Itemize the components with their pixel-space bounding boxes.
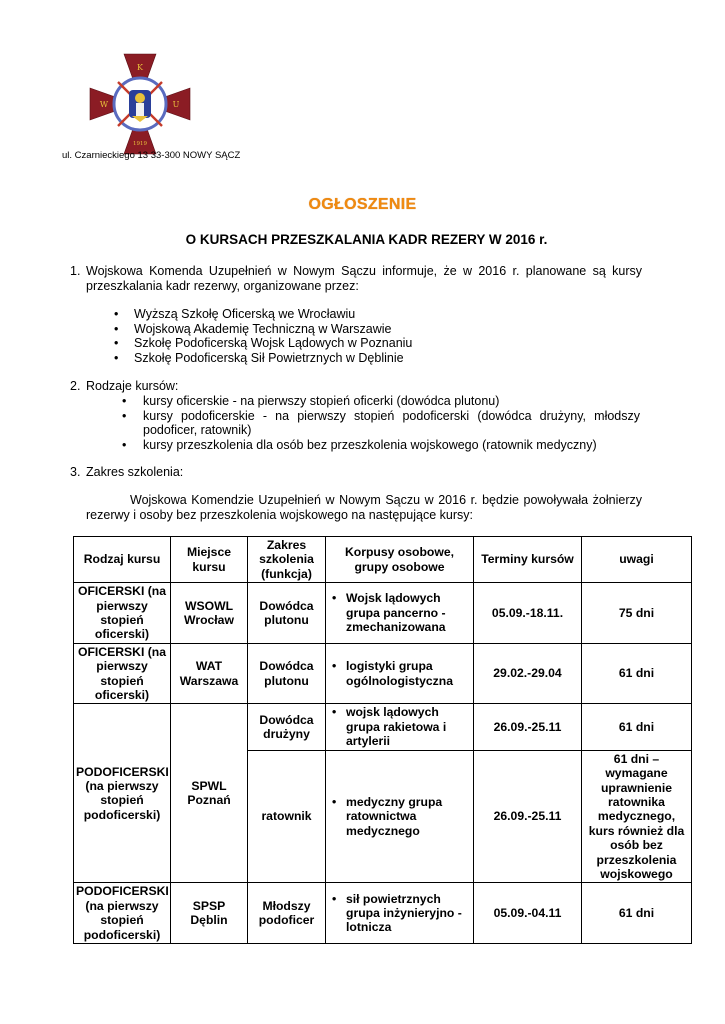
cell-miejsce: SPWL Poznań <box>171 704 248 883</box>
table-row <box>74 583 692 644</box>
logo-letter-w: W <box>99 100 109 109</box>
cell-korpus: • sił powietrznych grupa inżynieryjno - lotnicza <box>326 883 474 944</box>
page-title: OGŁOSZENIE <box>308 196 417 213</box>
cell-rodzaj: PODOFICERSKI (na pierwszy stopień podoficerski) <box>74 883 171 944</box>
header-miejsce: Miejsce kursu <box>171 537 248 583</box>
cell-korpus: • logistyki grupa ogólnologistyczna <box>326 643 474 704</box>
table-header-row <box>74 537 692 583</box>
header-uwagi: uwagi <box>582 537 692 583</box>
cell-rodzaj: PODOFICERSKI (na pierwszy stopień podoficerski) <box>74 704 171 883</box>
list-item: • Szkołę Podoficerską Wojsk Lądowych w Poznaniu <box>114 336 413 351</box>
section-3 <box>70 465 642 480</box>
cell-termin: 29.02.-29.04 <box>474 643 582 704</box>
list-item: • Wyższą Szkołę Oficerską we Wrocławiu <box>114 307 356 321</box>
logo-year: 1919 <box>133 141 147 147</box>
courses-table <box>73 536 692 944</box>
header-korpusy: Korpusy osobowe, grupy osobowe <box>326 537 474 583</box>
course-types-list <box>114 394 640 452</box>
wku-emblem-logo <box>88 52 192 156</box>
cell-korpus: • wojsk lądowych grupa rakietowa i artylerii <box>326 704 474 750</box>
list-item: • Wojskową Akademię Techniczną w Warszawie <box>114 321 392 336</box>
table-row <box>74 704 692 750</box>
cell-zakres: Dowódca plutonu <box>248 643 326 704</box>
cell-termin: 05.09.-18.11. <box>474 583 582 644</box>
cell-uwagi: 75 dni <box>582 583 692 644</box>
logo-letter-k: K <box>137 63 143 72</box>
section-1-number: 1. <box>70 264 81 278</box>
header-zakres: Zakres szkolenia (funkcja) <box>248 537 326 583</box>
cell-korpus: • medyczny grupa ratownictwa medycznego <box>326 750 474 883</box>
cell-zakres: Młodszy podoficer <box>248 883 326 944</box>
section-3-text: Zakres szkolenia: <box>86 465 184 479</box>
cell-termin: 05.09.-04.11 <box>474 883 582 944</box>
section-2 <box>70 379 642 394</box>
address-line: ul. Czarnieckiego 13 33-300 NOWY SĄCZ <box>62 150 241 161</box>
list-item: • Szkołę Podoficerską Sił Powietrznych w Dęblinie <box>114 350 404 365</box>
page-subtitle: O KURSACH PRZESZKALANIA KADR REZERY W 2016 r. <box>185 232 548 247</box>
cell-korpus: • Wojsk lądowych grupa pancerno - zmechanizowana <box>326 583 474 644</box>
list-item: • kursy oficerskie - na pierwszy stopień oficerki (dowódca plutonu) <box>122 394 500 408</box>
cell-miejsce: WSOWL Wrocław <box>171 583 248 644</box>
cell-termin: 26.09.-25.11 <box>474 704 582 750</box>
section-2-number: 2. <box>70 379 81 393</box>
section-1 <box>70 264 642 293</box>
section-3-number: 3. <box>70 465 81 479</box>
cell-uwagi: 61 dni <box>582 643 692 704</box>
header-rodzaj: Rodzaj kursu <box>74 537 171 583</box>
header-terminy: Terminy kursów <box>474 537 582 583</box>
section-3-intro: Wojskowa Komendzie Uzupełnień w Nowym Sączu w 2016 r. będzie powoływała żołnierzy rezerwy i osoby bez przeszkolenia wojskowego na następujące kursy: <box>86 493 642 522</box>
cell-uwagi: 61 dni <box>582 883 692 944</box>
table-row <box>74 643 692 704</box>
cell-zakres: Dowódca plutonu <box>248 583 326 644</box>
table-row <box>74 883 692 944</box>
cell-termin: 26.09.-25.11 <box>474 750 582 883</box>
cell-rodzaj: OFICERSKI (na pierwszy stopień oficerski) <box>74 643 171 704</box>
cell-miejsce: WAT Warszawa <box>171 643 248 704</box>
cell-miejsce: SPSP Dęblin <box>171 883 248 944</box>
section-2-text: Rodzaje kursów: <box>86 379 179 393</box>
section-1-text: Wojskowa Komenda Uzupełnień w Nowym Sączu informuje, że w 2016 r. planowane są kursy przeszkalania kadr rezerwy, organizowane przez: <box>86 264 642 293</box>
cell-zakres: ratownik <box>248 750 326 883</box>
cell-rodzaj: OFICERSKI (na pierwszy stopień oficerski) <box>74 583 171 644</box>
list-item: • kursy podoficerskie - na pierwszy stopień podoficerski (dowódca drużyny, młodszy podoficer, ratownik) <box>122 408 640 438</box>
logo-letter-u: U <box>172 100 180 109</box>
organizers-list <box>106 307 546 365</box>
cell-zakres: Dowódca drużyny <box>248 704 326 750</box>
cell-uwagi: 61 dni – wymagane uprawnienie ratownika medycznego, kurs również dla osób bez przeszkolenia wojskowego <box>582 750 692 883</box>
cell-uwagi: 61 dni <box>582 704 692 750</box>
list-item: • kursy przeszkolenia dla osób bez przeszkolenia wojskowego (ratownik medyczny) <box>122 437 597 452</box>
